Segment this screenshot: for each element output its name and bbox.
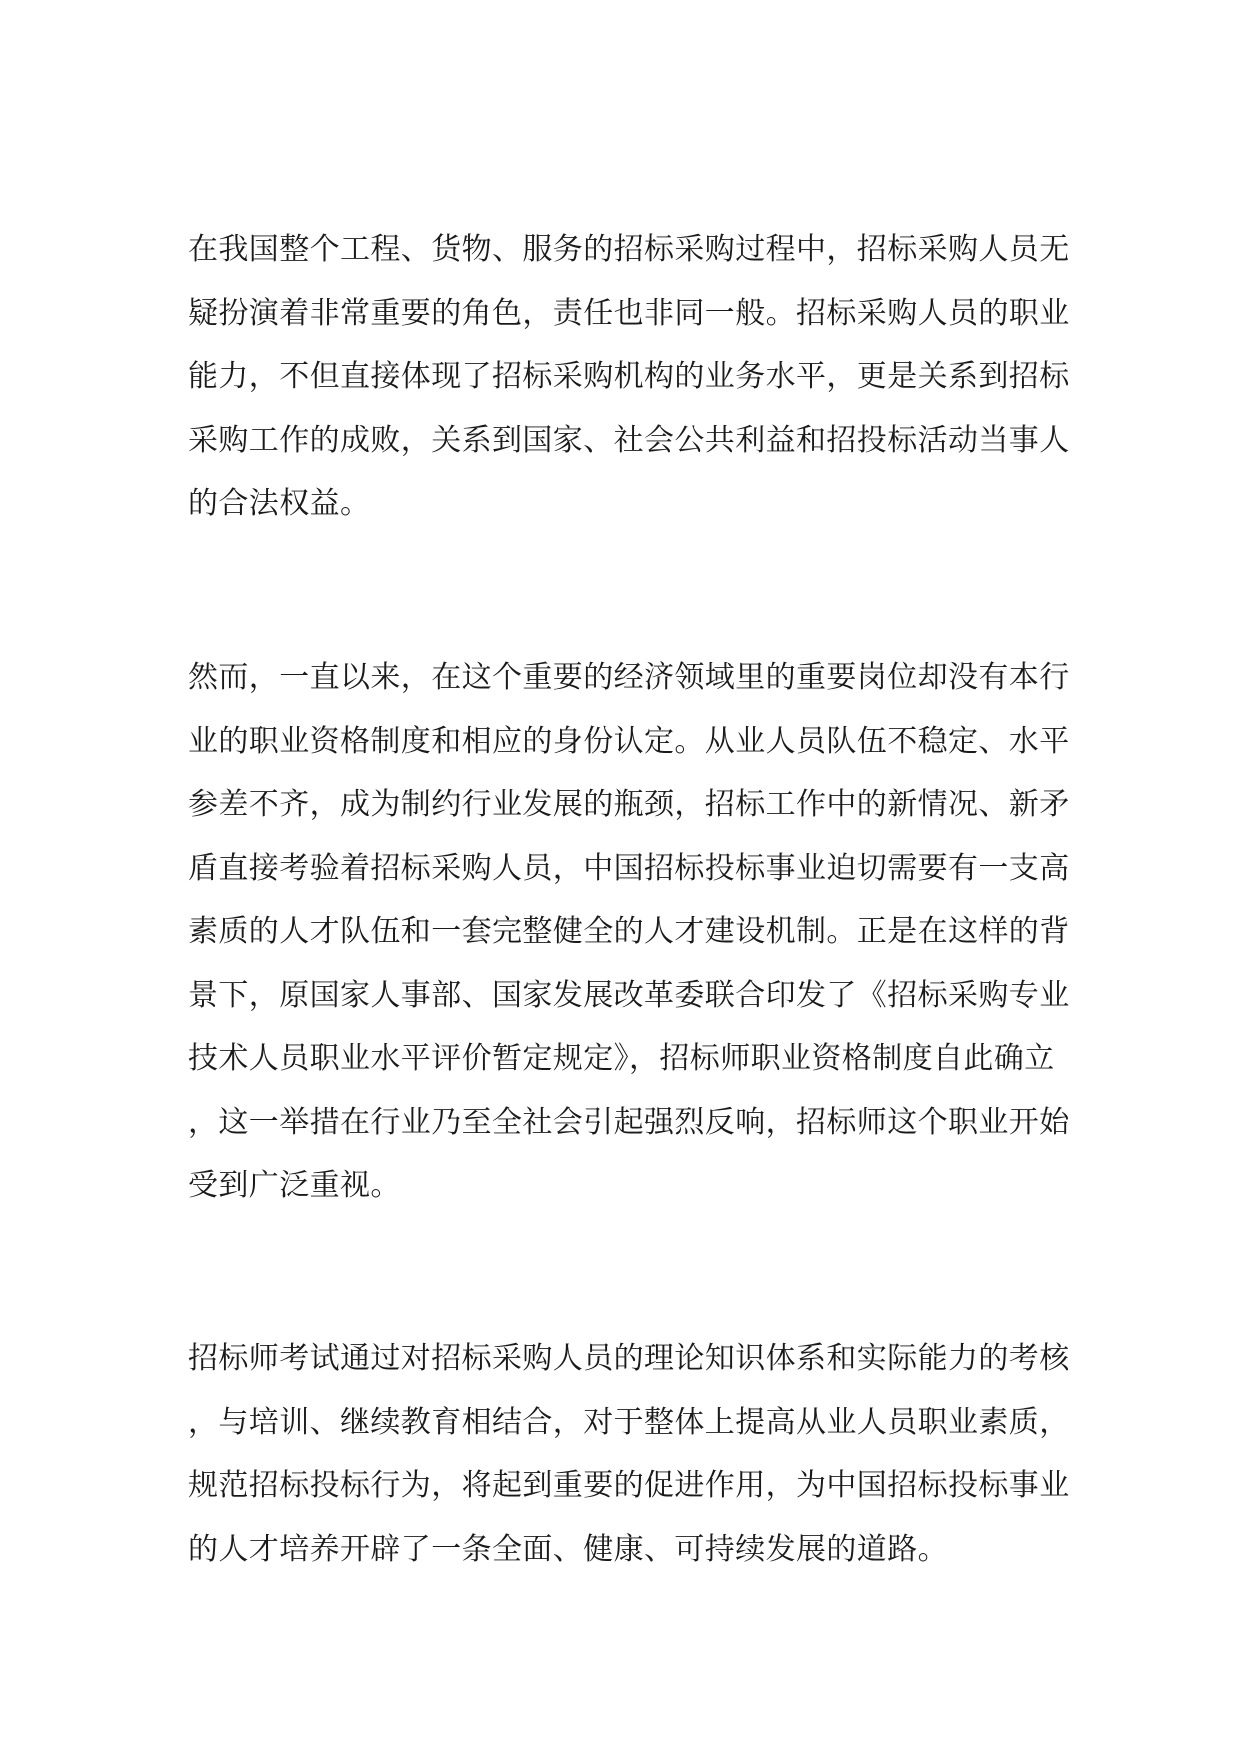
text-line: 的人才培养开辟了一条全面、健康、可持续发展的道路。: [188, 1531, 948, 1567]
text-line: ，与培训、继续教育相结合，对于整体上提高从业人员职业素质，: [188, 1404, 1070, 1440]
text-line: 盾直接考验着招标采购人员，中国招标投标事业迫切需要有一支高: [188, 850, 1070, 886]
text-line: 在我国整个工程、货物、服务的招标采购过程中，招标采购人员无: [188, 232, 1070, 267]
text-line: 受到广泛重视。: [188, 1168, 401, 1203]
text-line: 采购工作的成败，关系到国家、社会公共利益和招投标活动当事人: [188, 422, 1070, 458]
text-line: 素质的人才队伍和一套完整健全的人才建设机制。正是在这样的背: [188, 914, 1070, 949]
text-line: 业的职业资格制度和相应的身份认定。从业人员队伍不稳定、水平: [188, 723, 1070, 759]
text-line: ，这一举措在行业乃至全社会引起强烈反响，招标师这个职业开始: [188, 1104, 1070, 1140]
paragraph-3: [188, 1327, 1070, 1581]
text-line: 然而，一直以来，在这个重要的经济领域里的重要岗位却没有本行: [188, 660, 1070, 695]
paragraph-2: [188, 646, 1070, 1218]
text-line: 的合法权益。: [188, 486, 371, 521]
text-line: 招标师考试通过对招标采购人员的理论知识体系和实际能力的考核: [188, 1341, 1070, 1376]
text-line: 疑扮演着非常重要的角色，责任也非同一般。招标采购人员的职业: [188, 295, 1070, 331]
text-line: 规范招标投标行为，将起到重要的促进作用，为中国招标投标事业: [188, 1468, 1070, 1503]
paragraph-1: [188, 218, 1070, 536]
text-line: 参差不齐，成为制约行业发展的瓶颈，招标工作中的新情况、新矛: [188, 787, 1070, 822]
text-line: 景下，原国家人事部、国家发展改革委联合印发了《招标采购专业: [188, 977, 1070, 1013]
text-line: 技术人员职业水平评价暂定规定》，招标师职业资格制度自此确立: [188, 1041, 1055, 1076]
text-line: 能力，不但直接体现了招标采购机构的业务水平，更是关系到招标: [188, 359, 1070, 394]
